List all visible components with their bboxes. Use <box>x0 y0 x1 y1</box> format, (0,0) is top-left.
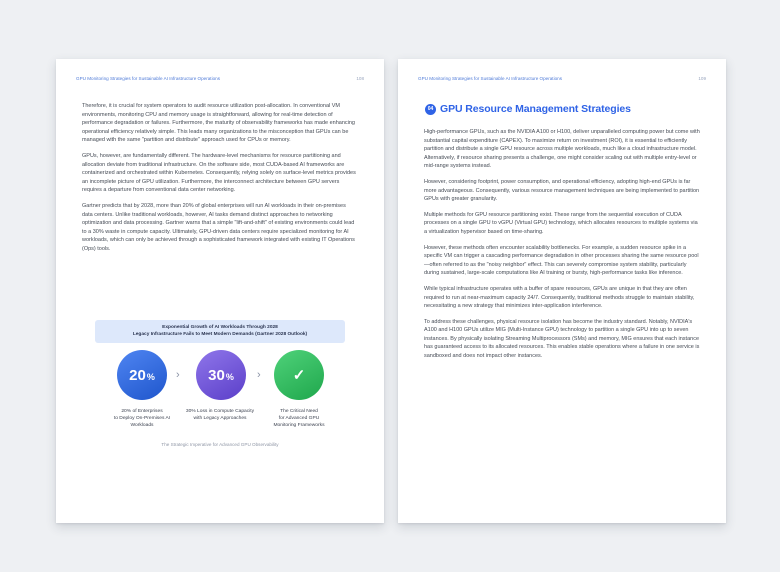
chevron-right-icon: › <box>257 369 261 381</box>
running-header-title: GPU Monitoring Strategies for Sustainable AI Infrastructure Operations <box>418 76 563 81</box>
infographic-subtitle: Legacy Infrastructure Fails to Meet Modern Demands (Gartner 2028 Outlook) <box>132 332 308 337</box>
paragraph: Multiple methods for GPU resource partitioning exist. These range from the sequential execution of CUDA processes on a single GPU to vGPU (Virtual GPU) technology, which allocates resources to multiple systems via a virtualization hypervisor based on time-sharing. <box>424 211 698 235</box>
stat-caption-compute-loss <box>180 408 260 422</box>
caption-line: for Advanced GPU <box>278 416 320 421</box>
paragraph: To address these challenges, physical resource isolation has become the industry standard. Notably, NVIDIA's A100 and H100 GPUs utilize MIG (Multi-Instance GPU) technology to partition a single GPU into up to seven instances. By physically isolating Streaming Multiprocessors (SMs) and memory, MIG ensures that each instance has guaranteed access to its allocated resources. This enables stable operations where a failure in one service is sandboxed and does not impact other instances. <box>424 318 700 360</box>
infographic-title: Exponential Growth of AI Workloads Through 2028 <box>162 325 278 330</box>
stat-unit: % <box>225 372 234 382</box>
page-number: 109 <box>698 76 706 81</box>
caption-line: with Legacy Approaches <box>193 416 247 421</box>
paragraph: However, considering footprint, power consumption, and operational efficiency, adopting high-end GPUs is far more advantageous. Consequently, various resource management techniques are being implemented to partition GPUs with greater granularity. <box>424 178 700 203</box>
paragraph: Gartner predicts that by 2028, more than 20% of global enterprises will run AI workloads in their on-premises data centers. Unlike traditional workloads, however, AI tasks demand distinct approaches to networking optimization and data processing. Gartner warns that a simple "lift-and-shift" of existing environments could lead to a 30% waste in compute capacity. Ultimately, GPU-driven data centers require specialized monitoring for AI workloads, which can only be achieved through a sophisticated framework integrated with existing IT Operations (Ops) tools. <box>82 202 355 252</box>
chevron-right-icon: › <box>176 369 180 381</box>
caption-line: to Deploy On-Premises AI <box>113 416 171 421</box>
section-number-badge: 04 <box>425 104 436 115</box>
caption-line: The Critical Need <box>280 409 318 414</box>
stat-value: 30 <box>208 366 225 384</box>
stat-caption-critical-need <box>259 408 339 429</box>
running-header <box>76 76 364 81</box>
section-heading <box>425 103 631 115</box>
caption-line: 30% Loss in Compute Capacity <box>185 409 255 414</box>
paragraph: GPUs, however, are fundamentally different. The hardware-level mechanisms for resource partitioning and allocation deviate from traditional infrastructure. On the software side, most CUDA-based AI frameworks are containerized and orchestrated within Kubernetes. Consequently, relying solely on surface-level metrics provides an incomplete picture of GPU utilization. Furthermore, the interconnect architecture between GPU servers requires a departure from conventional data center networking. <box>82 152 356 194</box>
infographic-title-box <box>95 320 345 343</box>
paragraph: However, these methods often encounter scalability bottlenecks. For example, a sudden resource spike in a specific VM can trigger a cascading performance degradation in other processes sharing the same resource pool—often referred to as the "noisy neighbor" effect. This can severely compromise system stability, particularly during sustained, large-scale computations like AI training or bursty, high-performance tasks like inference. <box>424 244 699 277</box>
caption-line: Workloads <box>130 423 154 428</box>
right-body-text <box>424 128 700 368</box>
paragraph: Therefore, it is crucial for system operators to audit resource utilization post-allocation. In conventional VM environments, monitoring CPU and memory usage is straightforward, allowing for real-time detection of performance degradation or failures. Furthermore, the maturity of observability frameworks has made enhancing operational efficiency relatively simple. This leads many organizations to the misconception that GPUs can be managed with the same "partition and distribute" approach used for CPUs or memory. <box>82 103 355 144</box>
figure-caption: The Strategic Imperative for Advanced GPU Observability <box>161 442 279 447</box>
paragraph: While typical infrastructure operates with a buffer of spare resources, GPUs are unique in that they are often required to run at near-maximum capacity 24/7. Consequently, traditional methods struggle to maintain stability, necessitating a new strategy that minimizes inter-application interference. <box>424 285 695 310</box>
paragraph: High-performance GPUs, such as the NVIDIA A100 or H100, deliver unparalleled computing power but come with substantial capital expenditure (CAPEX). To maximize return on investment (ROI), it is essential to efficiently partition and distribute a single GPU resource across multiple workloads, much like a cloud infrastructure model. Alternatively, if resource sharing presents a challenge, one might consider scaling out with multiple entry-level or mid-range systems instead. <box>424 129 700 170</box>
section-title: GPU Resource Management Strategies <box>440 103 631 115</box>
running-header <box>418 76 706 81</box>
stat-circle-compute-loss <box>196 350 246 400</box>
left-body-text <box>82 102 358 261</box>
stat-value: 20 <box>129 366 146 384</box>
stat-circle-enterprises <box>117 350 167 400</box>
right-page <box>398 59 726 523</box>
page-number: 108 <box>356 76 364 81</box>
left-page <box>56 59 384 523</box>
stat-unit: % <box>146 372 155 382</box>
stat-caption-enterprises <box>102 408 182 429</box>
stat-circle-critical-need <box>274 350 324 400</box>
caption-line: 20% of Enterprises <box>121 409 163 414</box>
caption-line: Monitoring Frameworks <box>273 423 325 428</box>
checkmark-icon: ✓ <box>292 367 306 384</box>
running-header-title: GPU Monitoring Strategies for Sustainable AI Infrastructure Operations <box>76 76 221 81</box>
